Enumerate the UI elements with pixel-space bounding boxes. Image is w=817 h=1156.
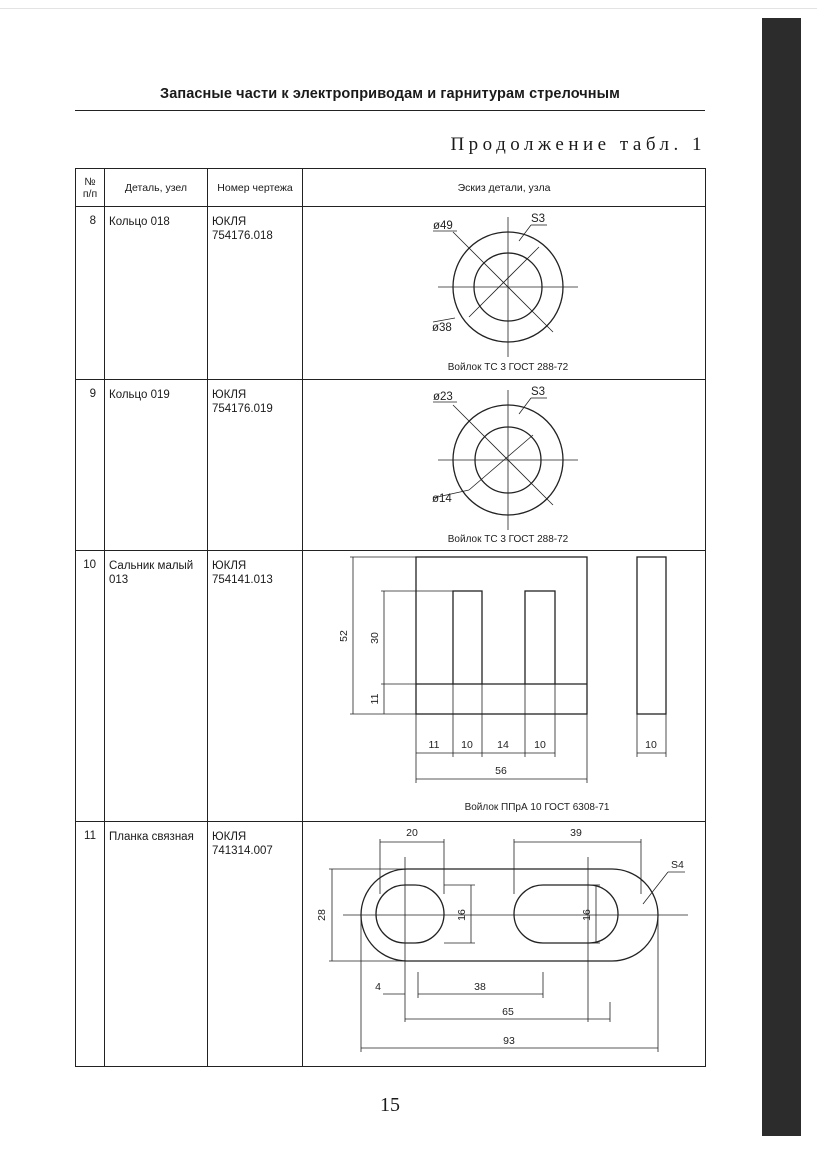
table-row: [76, 822, 706, 1067]
outer-height-label: 28: [316, 909, 328, 921]
thickness-label: S3: [531, 386, 546, 398]
part-sketch: [303, 207, 706, 380]
scan-side-strip: [762, 18, 801, 1136]
thickness-label: S4: [671, 859, 684, 871]
part-name: Кольцо 019: [105, 380, 208, 551]
table-row: [76, 380, 706, 551]
table-row: [76, 551, 706, 822]
slot-height-label: 30: [369, 632, 381, 644]
part-sketch: [303, 822, 706, 1067]
inner-distance-label: 38: [474, 981, 486, 993]
column-header-part: Деталь, узел: [105, 169, 208, 207]
drawing-number: ЮКЛЯ 741314.007: [208, 822, 303, 1067]
row-number: 11: [76, 822, 105, 1067]
material-label: Войлок ТС 3 ГОСТ 288-72: [447, 362, 569, 373]
material-label: Войлок ТС 3 ГОСТ 288-72: [447, 534, 569, 545]
row-number: 9: [76, 380, 105, 551]
ring-018-drawing: [303, 207, 704, 379]
slot-height-label: 16: [456, 909, 468, 921]
height-total-label: 52: [338, 630, 350, 642]
offset-label: 4: [375, 981, 381, 993]
width-label: 11: [428, 739, 440, 751]
link-plate-drawing: [303, 822, 704, 1064]
table-row: [76, 207, 706, 380]
width-label: 10: [534, 739, 546, 751]
column-header-drawing: Номер чертежа: [208, 169, 303, 207]
center-distance-label: 65: [502, 1006, 514, 1018]
column-header-sketch: Эскиз детали, узла: [303, 169, 706, 207]
drawing-number: ЮКЛЯ 754176.018: [208, 207, 303, 380]
page-header-title: Запасные части к электроприводам и гарнитурам стрелочным: [160, 86, 620, 102]
right-slot: [514, 885, 618, 943]
total-width-label: 56: [495, 765, 507, 777]
ring-019-drawing: [303, 380, 704, 550]
drawing-number: ЮКЛЯ 754141.013: [208, 551, 303, 822]
table-continuation-label: Продолжение табл. 1: [450, 134, 706, 155]
part-sketch: [303, 551, 706, 822]
part-name: Планка связная: [105, 822, 208, 1067]
parts-table: [75, 168, 706, 1067]
inner-diameter-label: ø38: [432, 322, 452, 334]
total-length-label: 93: [503, 1035, 515, 1047]
width-label: 14: [497, 739, 509, 751]
column-header-number: № п/п: [76, 169, 105, 207]
inner-diameter-label: ø14: [432, 493, 452, 505]
side-width-label: 10: [645, 739, 657, 751]
drawing-number: ЮКЛЯ 754176.019: [208, 380, 303, 551]
outer-diameter-label: ø49: [433, 220, 453, 232]
row-number: 10: [76, 551, 105, 822]
outer-diameter-label: ø23: [433, 391, 453, 403]
left-slot: [376, 885, 444, 943]
left-slot-length-label: 20: [406, 827, 418, 839]
base-height-label: 11: [369, 693, 381, 705]
slot-height-label: 16: [581, 909, 593, 921]
gland-013-drawing: [303, 551, 704, 821]
part-name: Кольцо 018: [105, 207, 208, 380]
part-sketch: [303, 380, 706, 551]
table-header-row: [76, 169, 706, 207]
material-label: Войлок ППрА 10 ГОСТ 6308-71: [464, 802, 610, 813]
row-number: 8: [76, 207, 105, 380]
page-number: 15: [380, 1094, 400, 1116]
scan-top-edge: [0, 8, 817, 9]
thickness-label: S3: [531, 213, 546, 225]
width-label: 10: [461, 739, 473, 751]
gland-front-view: [416, 557, 587, 714]
header-rule: [75, 110, 705, 111]
part-name: Сальник малый 013: [105, 551, 208, 822]
right-slot-length-label: 39: [570, 827, 582, 839]
gland-side-view: [637, 557, 666, 714]
